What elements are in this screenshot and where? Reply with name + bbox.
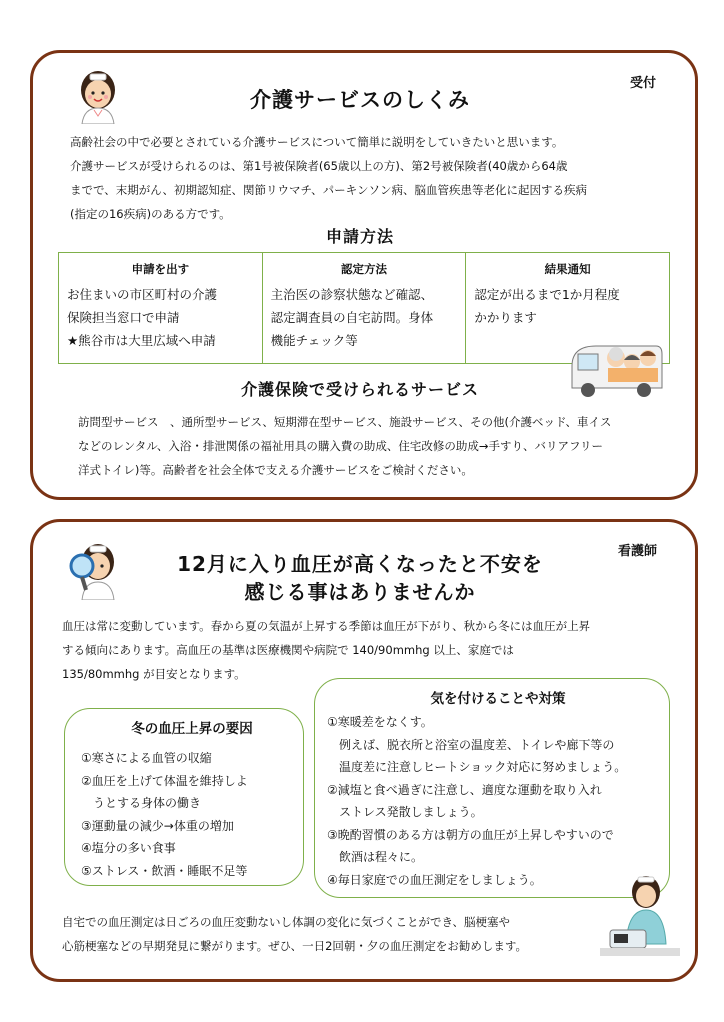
winter-causes-title: 冬の血圧上昇の要因 xyxy=(131,721,253,737)
list-item: ②減塩と食べ過ぎに注意し、適度な運動を取り入れ ストレス発散しましょう。 xyxy=(327,782,602,819)
list-item: ⑤ストレス・飲酒・睡眠不足等 xyxy=(81,863,248,878)
list-item: ①寒暖差をなくす。 例えば、脱衣所と浴室の温度差、トイレや廊下等の 温度差に注意しヒートショック対応に努めましょう。 xyxy=(327,715,627,774)
step-certify-text: 主治医の診察状態など確認、 認定調査員の自宅訪問。身体 機能チェック等 xyxy=(270,287,434,348)
list-item: ③運動量の減少→体重の増加 xyxy=(81,818,234,833)
countermeasures-box xyxy=(314,678,670,898)
blood-pressure-title-line1: 12月に入り血圧が高くなったと不安を xyxy=(177,552,543,576)
list-item: ④塩分の多い食事 xyxy=(81,841,176,855)
countermeasures-list xyxy=(327,711,669,891)
care-service-intro: 高齢社会の中で必要とされている介護サービスについて簡単に説明をしていきたいと思います。 介護サービスが受けられるのは、第1号被保険者(65歳以上の方)、第2号被保険者(40歳から64歳 までで、末期がん、初期認知症、関節リウマチ、パーキンソン病、脳血管疾患等老化に起因する疾病 (指定の16疾病)のある方です。 xyxy=(70,135,588,221)
nurse-icon xyxy=(70,66,126,124)
services-text: 訪問型サービス 、通所型サービス、短期滞在型サービス、施設サービス、その他(介護ベッド、車イス などのレンタル、入浴・排泄関係の福祉用具の購入費の助成、住宅改修の助成→手すり、バリアフリー 洋式トイレ)等。高齢者を社会全体で支える介護サービスをご検討ください。 xyxy=(78,415,612,477)
measurement-footer: 自宅での血圧測定は日ごろの血圧変動ないし体調の変化に気づくことができ、脳梗塞や 心筋梗塞などの早期発見に繋がります。ぜひ、一日2回朝・夕の血圧測定をお勧めします。 xyxy=(62,915,528,953)
magnifier-nurse-icon xyxy=(66,538,126,600)
blood-pressure-intro: 血圧は常に変動しています。春から夏の気温が上昇する季節は血圧が下がり、秋から冬には血圧が上昇 する傾向にあります。高血圧の基準は医療機関や病院で 140/90mmhg 以上、家庭では 135/80mmhg が目安となります。 xyxy=(62,619,591,681)
application-heading: 申請方法 xyxy=(325,227,394,246)
step-certify-heading: 認定方法 xyxy=(341,262,387,276)
services-heading: 介護保険で受けられるサービス xyxy=(240,380,479,399)
list-item: ③晩酌習慣のある方は朝方の血圧が上昇しやすいので 飲酒は程々に。 xyxy=(327,827,614,864)
step-apply xyxy=(59,253,263,363)
blood-pressure-title-line2: 感じる事はありませんか xyxy=(244,580,476,604)
step-apply-text: お住まいの市区町村の介護 保険担当窓口で申請 ★熊谷市は大里広域へ申請 xyxy=(67,287,218,348)
step-certify xyxy=(263,253,467,363)
list-item: ①寒さによる血管の収縮 xyxy=(81,751,212,765)
winter-causes-box xyxy=(64,708,304,886)
list-item: ④毎日家庭での血圧測定をしましょう。 xyxy=(327,872,542,887)
van-elderly-icon xyxy=(566,336,666,400)
winter-causes-list xyxy=(81,747,303,882)
nurse-tag: 看護師 xyxy=(618,544,658,559)
step-result-heading: 結果通知 xyxy=(544,262,591,276)
care-service-title: 介護サービスのしくみ xyxy=(250,88,470,112)
step-result-text: 認定が出るまで1か月程度 かかります xyxy=(474,287,620,325)
list-item: ②血圧を上げて体温を維持しよ うとする身体の働き xyxy=(81,773,248,810)
step-apply-heading: 申請を出す xyxy=(131,262,190,276)
countermeasures-title: 気を付けることや対策 xyxy=(430,691,566,707)
receptionist-tag: 受付 xyxy=(630,76,657,91)
